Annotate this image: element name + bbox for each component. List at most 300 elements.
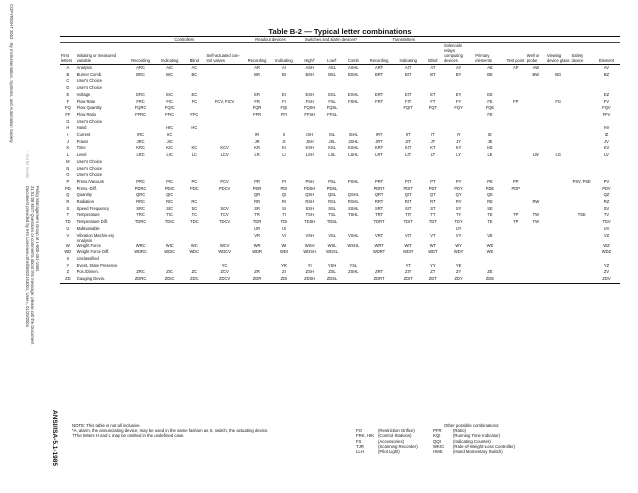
- combination-cell: [546, 276, 571, 283]
- combination-cell: VI: [282, 232, 286, 238]
- table-body: [60, 65, 620, 284]
- combination-cell: [365, 112, 394, 119]
- combination-cell: WZ: [603, 242, 610, 248]
- combination-cell: ASH: [305, 65, 314, 70]
- table-row: [60, 269, 620, 276]
- combination-cell: [593, 172, 620, 179]
- combination-cell: LT: [430, 152, 436, 158]
- combination-cell: [342, 78, 364, 85]
- table-row: [60, 99, 620, 106]
- combination-cell: HV: [603, 125, 610, 131]
- combination-cell: [423, 159, 443, 166]
- combination-cell: [593, 85, 620, 92]
- possible-combination-cell: FO: [356, 428, 362, 434]
- combination-cell: FRC: [136, 98, 145, 104]
- combination-cell: [206, 199, 244, 206]
- combination-cell: [394, 78, 423, 85]
- combination-cell: QSL: [327, 192, 337, 198]
- table-row: [60, 243, 620, 250]
- combination-cell: FFSH: [304, 111, 316, 117]
- variable-cell: Temperature Diff.: [76, 219, 108, 225]
- combination-cell: [593, 78, 620, 85]
- combination-cell: [183, 263, 205, 270]
- controllers-indicating-header: Indicating: [156, 43, 183, 65]
- combination-cell: [526, 159, 546, 166]
- combination-cell: [546, 219, 571, 226]
- combination-cell: [206, 172, 244, 179]
- combination-cell: [206, 226, 244, 233]
- combination-cell: IIT: [405, 132, 411, 138]
- possible-combination-cell: PFR: [433, 428, 442, 434]
- letter-combinations-table: [60, 36, 620, 284]
- table-row: [60, 152, 620, 159]
- combination-cell: [365, 256, 394, 263]
- combination-cell: TSE: [577, 212, 586, 218]
- combination-cell: VSHL: [347, 232, 359, 238]
- document-id: ANSI/ISA-5.1-1985: [51, 410, 58, 466]
- switch-low-header: Low†: [322, 43, 342, 65]
- variable-cell: Pos./Dimen.: [76, 269, 99, 275]
- combination-cell: PCV: [220, 178, 229, 184]
- self-actuated-header: Self-actuated con-trol valves: [206, 43, 244, 65]
- combination-cell: [271, 256, 298, 263]
- combination-cell: SV: [603, 205, 610, 211]
- combination-cell: RE: [487, 199, 493, 205]
- combination-cell: YSH: [327, 262, 337, 268]
- variable-cell: Multivariable: [76, 225, 100, 231]
- variable-cell: User's Choice: [76, 118, 103, 124]
- combination-cell: QZ: [603, 192, 610, 198]
- combination-cell: [474, 85, 505, 92]
- combination-cell: [156, 85, 183, 92]
- combination-cell: KT: [430, 145, 436, 151]
- combination-cell: QRT: [374, 192, 384, 198]
- possible-combination-cell: (Control Stations): [378, 433, 412, 439]
- combination-cell: [546, 212, 571, 219]
- reseller-note: -- not for resale: [25, 150, 30, 179]
- combination-cell: [571, 125, 593, 132]
- possible-combination-cell: (Pilot Light): [378, 449, 400, 455]
- combination-cell: [342, 159, 364, 166]
- combination-cell: [342, 85, 364, 92]
- combination-cell: PSHL: [347, 178, 359, 184]
- combination-cell: PY: [455, 178, 462, 184]
- combination-cell: FFSL: [327, 111, 338, 117]
- combination-cell: [546, 243, 571, 250]
- variable-cell: Press.-Diff.: [76, 185, 97, 191]
- combination-cell: PDSL: [326, 185, 338, 191]
- combination-cell: [571, 78, 593, 85]
- combination-cell: [506, 78, 526, 85]
- combination-cell: PDIT: [403, 185, 413, 191]
- combination-cell: [546, 269, 571, 276]
- combination-cell: TDY: [454, 219, 463, 225]
- combination-cell: [342, 226, 364, 233]
- combination-cell: AIC: [166, 65, 174, 70]
- combination-cell: [546, 256, 571, 263]
- first-letter-cell: I: [67, 132, 69, 138]
- combination-cell: [526, 112, 546, 119]
- possible-combination-cell: TJR: [356, 443, 364, 449]
- combination-cell: [365, 226, 394, 233]
- combination-cell: BSH: [305, 71, 314, 77]
- combination-cell: [506, 192, 526, 199]
- possible-combination-cell: (Rate-of-Weight-Loss Controller): [453, 443, 516, 449]
- combination-cell: YE: [455, 262, 462, 268]
- controllers-blind-header: Blind: [183, 43, 205, 65]
- note-not-inclusive: NOTE: This table is not all inclusive.: [72, 423, 141, 428]
- combination-cell: [506, 139, 526, 146]
- combination-cell: EC: [191, 91, 198, 97]
- combination-cell: FSHL: [348, 98, 359, 104]
- combination-cell: RR: [254, 199, 261, 205]
- combination-cell: BSL: [328, 71, 336, 77]
- combination-cell: RIC: [166, 199, 174, 205]
- combination-cell: [156, 78, 183, 85]
- table-row: [60, 119, 620, 126]
- combination-cell: TDIC: [164, 219, 175, 225]
- combination-cell: SC: [191, 205, 198, 211]
- combination-cell: PT: [430, 178, 436, 184]
- combination-cell: [183, 85, 205, 92]
- first-letter-cell: J: [66, 138, 69, 144]
- variable-cell: Speed Frequency: [76, 205, 109, 211]
- combination-cell: [474, 256, 505, 263]
- combination-cell: FIC: [166, 98, 174, 104]
- combination-cell: [244, 125, 271, 132]
- combination-cell: [506, 85, 526, 92]
- combination-cell: [423, 166, 443, 173]
- first-letter-cell: S: [66, 205, 70, 211]
- combination-cell: FQSH: [304, 105, 316, 111]
- combination-cell: [206, 233, 244, 243]
- combination-cell: TV: [603, 212, 610, 218]
- combination-cell: [342, 112, 364, 119]
- first-letter-cell: K: [66, 145, 70, 151]
- combination-cell: [571, 145, 593, 152]
- combination-cell: LC: [191, 152, 197, 158]
- combination-cell: PC: [191, 178, 198, 184]
- combination-cell: TDCV: [219, 219, 231, 225]
- combination-cell: [443, 172, 474, 179]
- combination-cell: UV: [603, 225, 610, 231]
- combination-cell: KSL: [328, 145, 336, 151]
- possible-combination-cell: (Restriction Orifice): [378, 428, 415, 434]
- combination-cell: [526, 276, 546, 283]
- combination-cell: [206, 105, 244, 112]
- combination-cell: [506, 263, 526, 270]
- possible-combination-cell: (Running Time Indicator): [453, 433, 501, 439]
- combination-cell: PRT: [375, 178, 384, 184]
- combination-cell: [365, 85, 394, 92]
- table-row: [60, 65, 620, 72]
- combination-cell: PDV: [602, 185, 611, 191]
- combination-cell: [342, 125, 364, 132]
- combination-cell: [526, 256, 546, 263]
- combination-cell: TDIT: [403, 219, 413, 225]
- combination-cell: TDV: [602, 219, 611, 225]
- combination-cell: FQT: [428, 105, 437, 111]
- combination-cell: PDR: [252, 185, 262, 191]
- combination-cell: [474, 226, 505, 233]
- combination-cell: [244, 172, 271, 179]
- combination-cell: [571, 92, 593, 99]
- combination-cell: KCV: [220, 145, 229, 151]
- combination-cell: ZSL: [328, 269, 336, 275]
- combination-cell: TRT: [375, 212, 384, 218]
- combination-cell: SIC: [166, 205, 174, 211]
- combination-cell: FFIC: [165, 111, 175, 117]
- combination-cell: ESHL: [347, 91, 359, 97]
- combination-cell: [342, 256, 364, 263]
- combination-cell: FQIC: [164, 105, 175, 111]
- combination-cell: [156, 159, 183, 166]
- combination-cell: TT: [430, 212, 436, 218]
- variable-cell: Weight Force: [76, 242, 101, 248]
- combination-cell: AW: [532, 65, 540, 70]
- possible-combination-cell: WKIC: [433, 443, 445, 449]
- combination-cell: WDRT: [372, 249, 386, 255]
- variable-cell: Gauging Devia.: [76, 276, 125, 283]
- combination-cell: TCV: [220, 212, 229, 218]
- combination-cell: [206, 256, 244, 263]
- combination-cell: [506, 233, 526, 243]
- first-letter-cell: N: [66, 165, 70, 171]
- variable-cell: Temperature: [76, 212, 100, 218]
- variable-cell: Level: [76, 152, 87, 158]
- combination-cell: [546, 226, 571, 233]
- combination-cell: [423, 85, 443, 92]
- combination-cell: TE: [487, 219, 493, 225]
- variable-cell: Unclassified: [76, 255, 99, 261]
- combination-cell: [206, 85, 244, 92]
- combination-cell: LW: [532, 152, 539, 158]
- first-letter-cell: WD: [64, 249, 72, 255]
- combination-cell: [394, 85, 423, 92]
- combination-cell: IE: [488, 132, 492, 138]
- combination-cell: [546, 199, 571, 206]
- combination-cell: [546, 192, 571, 199]
- combination-cell: FFI: [280, 111, 288, 117]
- combination-cell: YT: [405, 262, 411, 268]
- combination-cell: ST: [430, 205, 436, 211]
- variable-cell: Flow Rate: [76, 98, 96, 104]
- combination-cell: WDIC: [164, 249, 176, 255]
- variable-cell: User's Choice: [76, 172, 103, 178]
- combination-cell: [342, 105, 364, 112]
- variable-cell: Current: [76, 132, 91, 138]
- combination-cell: AY: [456, 65, 462, 70]
- combination-cell: [365, 263, 394, 270]
- combination-cell: BIT: [405, 71, 412, 77]
- combination-cell: FRT: [375, 98, 384, 104]
- combination-cell: [506, 256, 526, 263]
- combination-cell: WIC: [165, 242, 174, 248]
- combination-cell: ZRT: [375, 269, 384, 275]
- combination-cell: [271, 78, 298, 85]
- combination-cell: WI: [281, 242, 287, 248]
- combination-cell: [571, 269, 593, 276]
- combination-cell: [546, 85, 571, 92]
- combination-cell: [506, 172, 526, 179]
- combination-cell: [322, 125, 342, 132]
- combination-cell: ZDRT: [365, 276, 394, 283]
- combination-cell: TDSH: [304, 219, 316, 225]
- combination-cell: ZDI: [271, 276, 298, 283]
- combination-cell: QR: [254, 192, 261, 198]
- combination-cell: LG: [555, 152, 561, 158]
- combination-cell: TDRT: [373, 219, 385, 225]
- combination-cell: FQE: [485, 105, 495, 111]
- combination-cell: VE: [487, 232, 493, 238]
- combination-cell: PDP: [511, 185, 520, 191]
- combination-cell: [244, 119, 271, 126]
- combination-cell: AR: [254, 65, 260, 70]
- combination-cell: TP: [513, 212, 519, 218]
- combination-cell: UR: [254, 225, 261, 231]
- note-alarm: *A, alarm, the annunciating device, may be used in the same fashion as S, switch, the actuating device.: [72, 428, 269, 434]
- combination-cell: FR: [254, 98, 260, 104]
- first-letter-cell: M: [66, 158, 70, 164]
- combination-cell: WE: [486, 242, 494, 248]
- combination-cell: FFR: [253, 111, 262, 117]
- combination-cell: [183, 166, 205, 173]
- table-row: [60, 256, 620, 263]
- combination-cell: [571, 186, 593, 193]
- combination-cell: FY: [456, 98, 462, 104]
- combination-cell: UY: [455, 225, 462, 231]
- combination-cell: [593, 256, 620, 263]
- combination-cell: ER: [254, 91, 260, 97]
- combination-cell: FQV: [602, 105, 611, 111]
- switch-comb-header: Comb: [342, 43, 364, 65]
- combination-cell: TSHL: [348, 212, 359, 218]
- combination-cell: [526, 85, 546, 92]
- table-row: [60, 249, 620, 256]
- combination-cell: JT: [430, 138, 436, 144]
- combination-cell: ZDR: [244, 276, 271, 283]
- combination-cell: SSHL: [347, 205, 359, 211]
- combination-cell: [546, 105, 571, 112]
- combination-cell: [506, 249, 526, 256]
- combination-cell: PIT: [405, 178, 412, 184]
- combination-cell: VSH: [305, 232, 314, 238]
- combination-cell: [571, 139, 593, 146]
- combination-cell: [474, 78, 505, 85]
- combination-cell: [394, 112, 423, 119]
- combination-cell: FI: [282, 98, 286, 104]
- combination-cell: [526, 192, 546, 199]
- combination-cell: KIT: [405, 145, 412, 151]
- combination-cell: [443, 85, 474, 92]
- combination-cell: [271, 172, 298, 179]
- combination-cell: WR: [253, 242, 261, 248]
- combination-cell: [297, 166, 322, 173]
- combination-cell: LSH: [305, 152, 314, 158]
- combination-cell: JE: [487, 138, 493, 144]
- combination-cell: [206, 139, 244, 146]
- combination-cell: [546, 65, 571, 72]
- combination-cell: [125, 256, 156, 263]
- transmitter-blind-header: Blind: [423, 43, 443, 65]
- combination-cell: IIC: [167, 132, 173, 138]
- combination-cell: [156, 256, 183, 263]
- combination-cell: JI: [282, 138, 286, 144]
- table-row: [60, 206, 620, 213]
- table-row: [60, 199, 620, 206]
- combination-cell: [423, 172, 443, 179]
- combination-cell: RW: [532, 199, 540, 205]
- variable-cell: Analysis: [76, 65, 92, 70]
- combination-cell: [297, 119, 322, 126]
- combination-cell: [322, 166, 342, 173]
- combination-cell: WC: [190, 242, 198, 248]
- combination-cell: [571, 263, 593, 270]
- table-title: Table B-2 — Typical letter combinations: [268, 27, 412, 36]
- combination-cell: FQIT: [403, 105, 413, 111]
- combination-cell: [183, 119, 205, 126]
- combination-cell: [546, 112, 571, 119]
- combination-cell: AIT: [405, 65, 412, 70]
- variable-cell: Time: [76, 145, 86, 151]
- combination-cell: [443, 112, 474, 119]
- combination-cell: ZY: [456, 269, 462, 275]
- combination-cell: [365, 105, 394, 112]
- combination-cell: [546, 78, 571, 85]
- combination-cell: [526, 243, 546, 250]
- combination-cell: [125, 172, 156, 179]
- combination-cell: PDRC: [134, 185, 147, 191]
- combination-cell: FE: [487, 111, 493, 117]
- variable-cell: Flow Ratio: [76, 111, 97, 117]
- combination-cell: [342, 119, 364, 126]
- combination-cell: [125, 159, 156, 166]
- combination-cell: SIT: [405, 205, 412, 211]
- combination-cell: [322, 159, 342, 166]
- combination-cell: [322, 85, 342, 92]
- first-letter-cell: FF: [65, 111, 71, 117]
- combination-cell: [593, 119, 620, 126]
- combination-cell: [571, 152, 593, 159]
- combination-cell: [571, 206, 593, 213]
- combination-cell: [156, 119, 183, 126]
- combination-cell: [571, 166, 593, 173]
- table-row: [60, 219, 620, 226]
- combination-cell: [526, 233, 546, 243]
- combination-cell: PP: [512, 178, 519, 184]
- combination-cell: [183, 105, 205, 112]
- combination-cell: [546, 139, 571, 146]
- switches-header: Switches and alarm devices*: [297, 37, 364, 43]
- combination-cell: BR: [254, 71, 260, 77]
- combination-cell: [506, 269, 526, 276]
- combination-cell: WIT: [404, 242, 412, 248]
- possible-combination-cell: FX: [356, 438, 362, 444]
- table-row: [60, 125, 620, 132]
- combination-cell: WDRC: [134, 249, 147, 255]
- combination-cell: QIC: [166, 192, 174, 198]
- combination-cell: [206, 65, 244, 72]
- element-header: Element: [593, 43, 620, 65]
- combination-cell: [571, 99, 593, 106]
- combination-cell: [297, 172, 322, 179]
- combination-cell: [474, 159, 505, 166]
- combination-cell: ZDE: [474, 276, 505, 283]
- combination-cell: [546, 166, 571, 173]
- combination-cell: EI: [282, 91, 286, 97]
- combination-cell: QY: [455, 192, 462, 198]
- combination-cell: AC: [191, 65, 198, 70]
